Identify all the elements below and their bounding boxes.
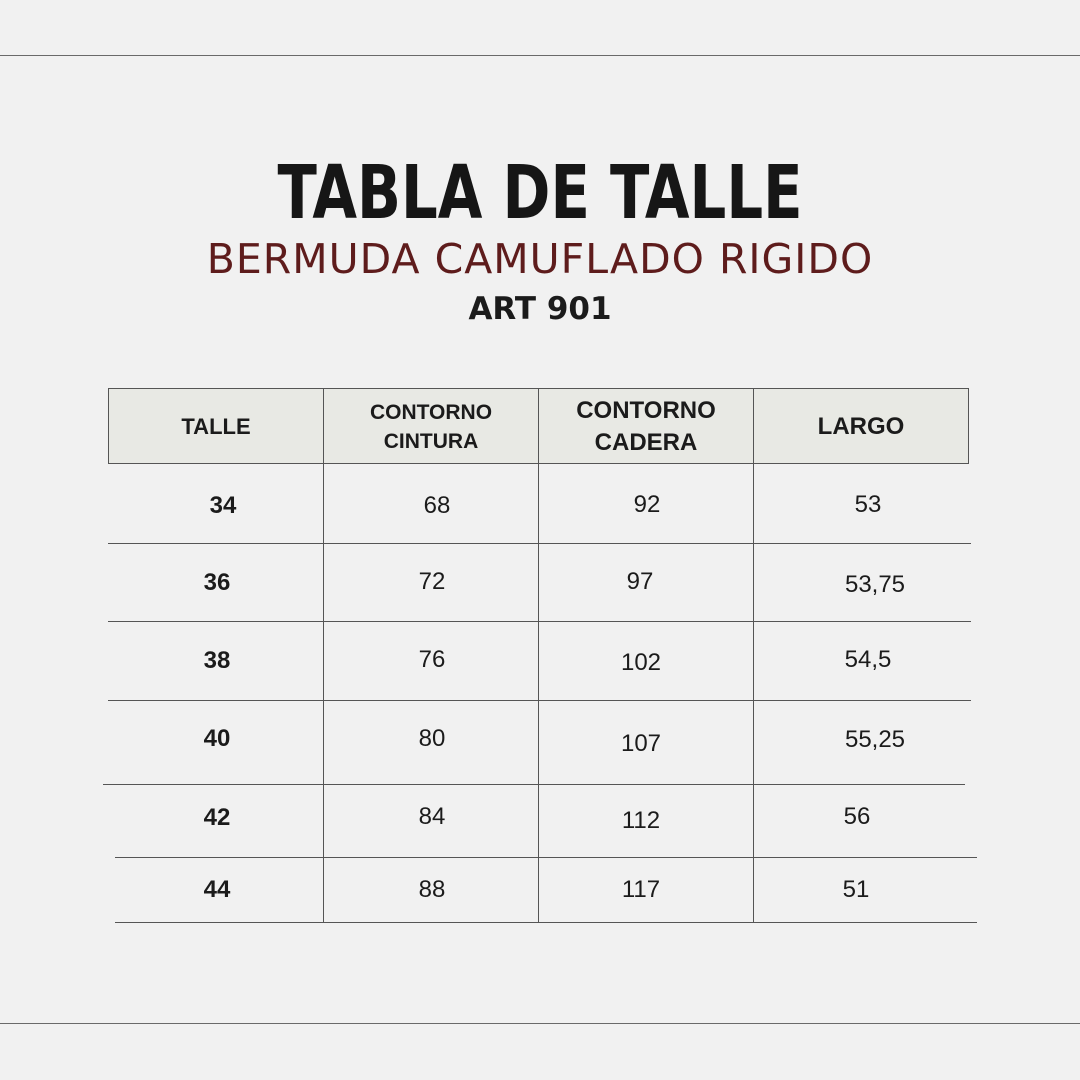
cintura-cell: 68: [423, 492, 451, 519]
cintura-cell: 84: [418, 803, 446, 830]
cadera-cell: 107: [620, 730, 662, 757]
row-divider: [115, 922, 977, 923]
largo-cell: 56: [843, 803, 871, 830]
talle-cell: 40: [203, 725, 231, 752]
row-divider: [103, 784, 965, 785]
column-divider: [323, 388, 324, 923]
header-cintura-line2: CINTURA: [383, 429, 479, 453]
largo-cell: 51: [842, 876, 870, 903]
row-divider: [115, 857, 977, 858]
cintura-cell: 76: [418, 646, 446, 673]
talle-cell: 42: [203, 804, 231, 831]
largo-cell: 53,75: [844, 571, 906, 598]
cintura-cell: 72: [418, 568, 446, 595]
header-contorno-cadera: [539, 389, 753, 464]
cadera-cell: 112: [621, 807, 661, 834]
row-divider: [108, 700, 971, 701]
header-talle-label: TALLE: [181, 413, 251, 439]
largo-cell: 53: [854, 491, 882, 518]
largo-cell: 54,5: [844, 646, 892, 673]
cadera-cell: 97: [626, 568, 654, 595]
cadera-cell: 92: [633, 491, 661, 518]
header-largo: [754, 389, 968, 464]
header-contorno-cintura: [324, 389, 538, 464]
header-cadera-line2: CADERA: [594, 428, 698, 456]
header-largo-label: LARGO: [817, 412, 905, 440]
row-divider: [108, 621, 971, 622]
cadera-cell: 117: [621, 876, 661, 903]
product-name: BERMUDA CAMUFLADO RIGIDO: [206, 235, 874, 283]
cintura-cell: 80: [418, 725, 446, 752]
talle-cell: 36: [203, 569, 231, 596]
header-talle: [109, 389, 323, 464]
header-cintura-line1: CONTORNO: [369, 400, 493, 424]
page-title: TABLA DE TALLE: [277, 150, 803, 236]
cintura-cell: 88: [418, 876, 446, 903]
talle-cell: 34: [209, 492, 237, 519]
column-divider: [753, 388, 754, 923]
article-number: ART 901: [468, 291, 612, 327]
cadera-cell: 102: [620, 649, 662, 676]
column-divider: [538, 388, 539, 923]
talle-cell: 44: [203, 876, 231, 903]
largo-cell: 55,25: [844, 726, 906, 753]
header-cadera-line1: CONTORNO: [576, 396, 716, 424]
row-divider: [108, 543, 971, 544]
talle-cell: 38: [203, 647, 231, 674]
